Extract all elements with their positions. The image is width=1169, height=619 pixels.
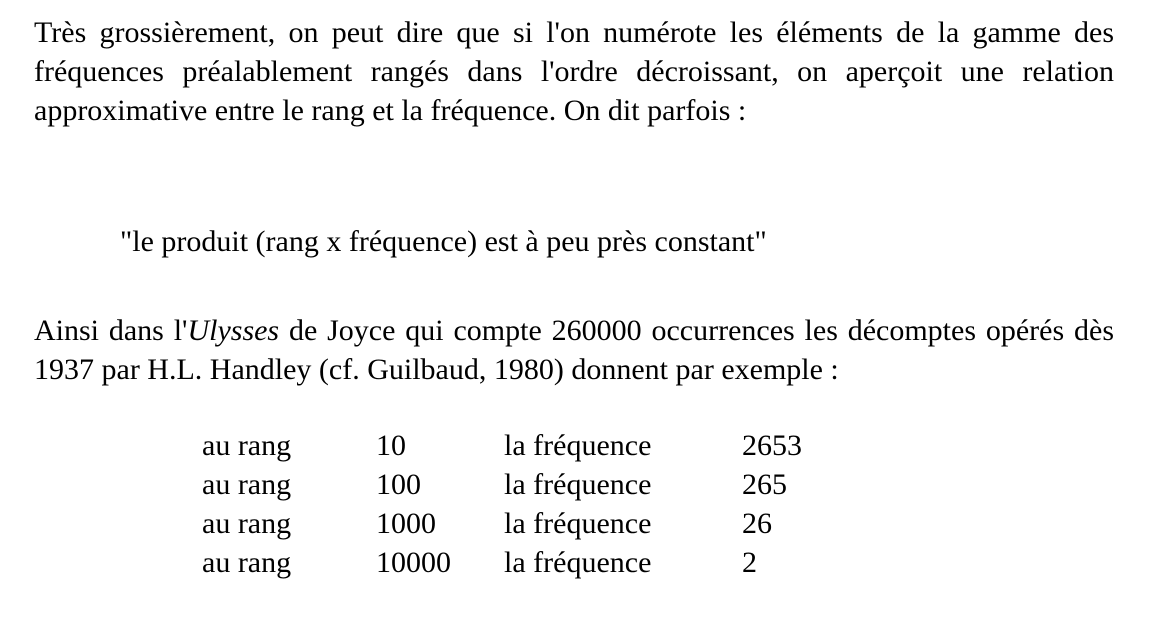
rank-value: 10000 xyxy=(376,546,451,579)
rank-value: 10 xyxy=(376,429,406,462)
table-row xyxy=(202,504,862,543)
rank-label: au rang xyxy=(202,429,292,462)
paragraph-intro: Très grossièrement, on peut dire que si l'on numérote les éléments de la gamme des fréquences préalablement rangés dans l'ordre décroissant, on aperçoit une relation approximative entre le rang et la fréquence. On dit parfois : xyxy=(34,16,1114,127)
table-row xyxy=(202,543,862,582)
frequency-label: la fréquence xyxy=(504,429,652,462)
table-row xyxy=(202,465,862,504)
rank-label: au rang xyxy=(202,468,292,501)
rank-frequency-table xyxy=(202,426,862,582)
frequency-label: la fréquence xyxy=(504,507,652,540)
rank-value: 1000 xyxy=(376,507,436,540)
quote-statement: "le produit (rang x fréquence) est à peu près constant" xyxy=(120,225,767,258)
frequency-value: 26 xyxy=(742,507,772,540)
frequency-label: la fréquence xyxy=(504,468,652,501)
paragraph-example-rest: de Joyce qui compte 260000 occurrences les décomptes opérés dès 1937 par H.L. Handley (cf. Guilbaud, 1980) donnent par exemple : xyxy=(34,314,1114,386)
rank-label: au rang xyxy=(202,546,292,579)
frequency-value: 2653 xyxy=(742,429,802,462)
paragraph-example-lead: Ainsi dans l' xyxy=(34,314,188,347)
rank-label: au rang xyxy=(202,507,292,540)
table-row xyxy=(202,426,862,465)
book-title: Ulysses xyxy=(187,314,280,347)
frequency-value: 2 xyxy=(742,546,757,579)
frequency-value: 265 xyxy=(742,468,787,501)
rank-value: 100 xyxy=(376,468,421,501)
frequency-label: la fréquence xyxy=(504,546,652,579)
paragraph-example xyxy=(34,311,1114,389)
